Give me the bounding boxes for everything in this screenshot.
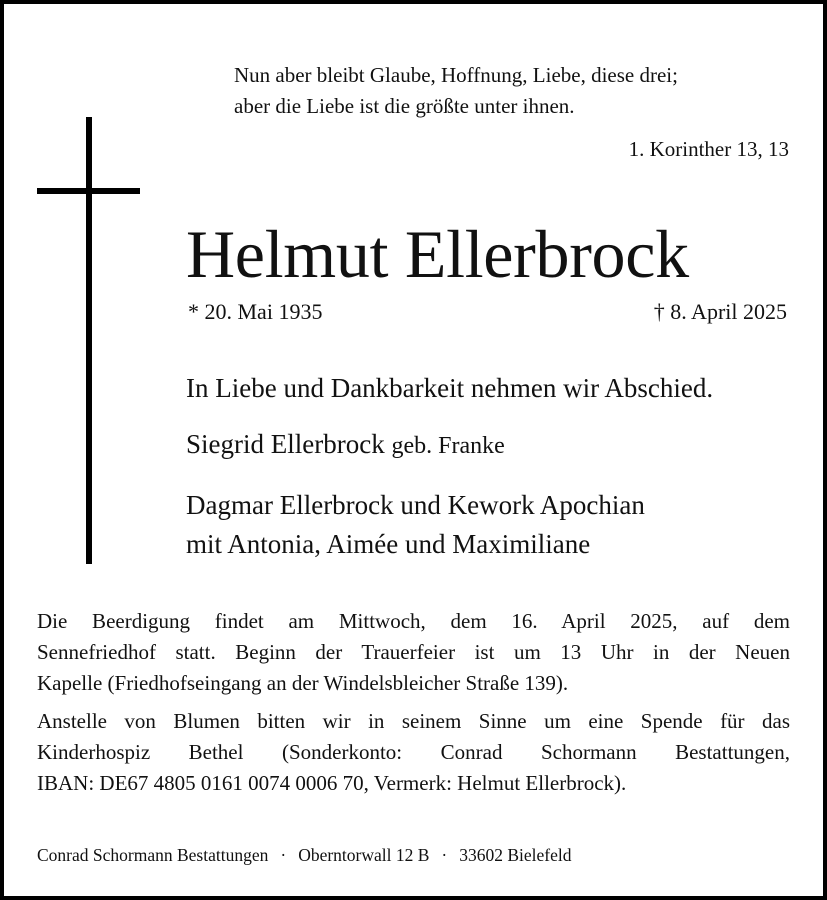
footer-separator-1: · <box>280 845 287 865</box>
deceased-name: Helmut Ellerbrock <box>186 216 689 292</box>
notice-text <box>37 606 790 799</box>
cross-horizontal-bar <box>37 188 140 194</box>
bible-verse <box>234 60 794 122</box>
family-line-1: Dagmar Ellerbrock und Kework Apochian <box>186 490 645 520</box>
donation-paragraph <box>37 706 790 799</box>
family-line-2: mit Antonia, Aimée und Maximiliane <box>186 529 591 559</box>
spouse <box>186 429 505 460</box>
footer-company: Conrad Schormann Bestattungen <box>37 845 269 865</box>
spouse-maiden-name: geb. Franke <box>391 433 505 459</box>
funeral-home-footer <box>37 845 572 866</box>
funeral-line-1: Die Beerdigung findet am Mittwoch, dem 16. April 2025, auf dem <box>37 609 790 633</box>
funeral-paragraph <box>37 606 790 699</box>
funeral-line-2: Sennefriedhof statt. Beginn der Trauerfeier ist um 13 Uhr in der Neuen <box>37 640 790 664</box>
donation-line-1: Anstelle von Blumen bitten wir in seinem Sinne um eine Spende für das <box>37 709 790 733</box>
spouse-name: Siegrid Ellerbrock <box>186 429 385 459</box>
birth-date: * 20. Mai 1935 <box>188 299 323 324</box>
funeral-line-3: Kapelle (Friedhofseingang an der Windelsbleicher Straße 139). <box>37 671 569 695</box>
verse-line-2: aber die Liebe ist die größte unter ihnen. <box>234 94 575 118</box>
donation-line-2: Kinderhospiz Bethel (Sonderkonto: Conrad Schormann Bestattungen, <box>37 740 790 764</box>
cross-vertical-bar <box>86 117 92 564</box>
footer-street: Oberntorwall 12 B <box>298 845 430 865</box>
verse-reference: 1. Korinther 13, 13 <box>628 137 789 161</box>
footer-city: 33602 Bielefeld <box>459 845 572 865</box>
death-date: † 8. April 2025 <box>653 299 787 324</box>
donation-line-3: IBAN: DE67 4805 0161 0074 0006 70, Vermerk: Helmut Ellerbrock). <box>37 771 627 795</box>
family-members <box>186 486 645 564</box>
verse-line-1: Nun aber bleibt Glaube, Hoffnung, Liebe, diese drei; <box>234 63 678 87</box>
farewell-text: In Liebe und Dankbarkeit nehmen wir Abschied. <box>186 373 714 403</box>
footer-separator-2: · <box>441 845 448 865</box>
